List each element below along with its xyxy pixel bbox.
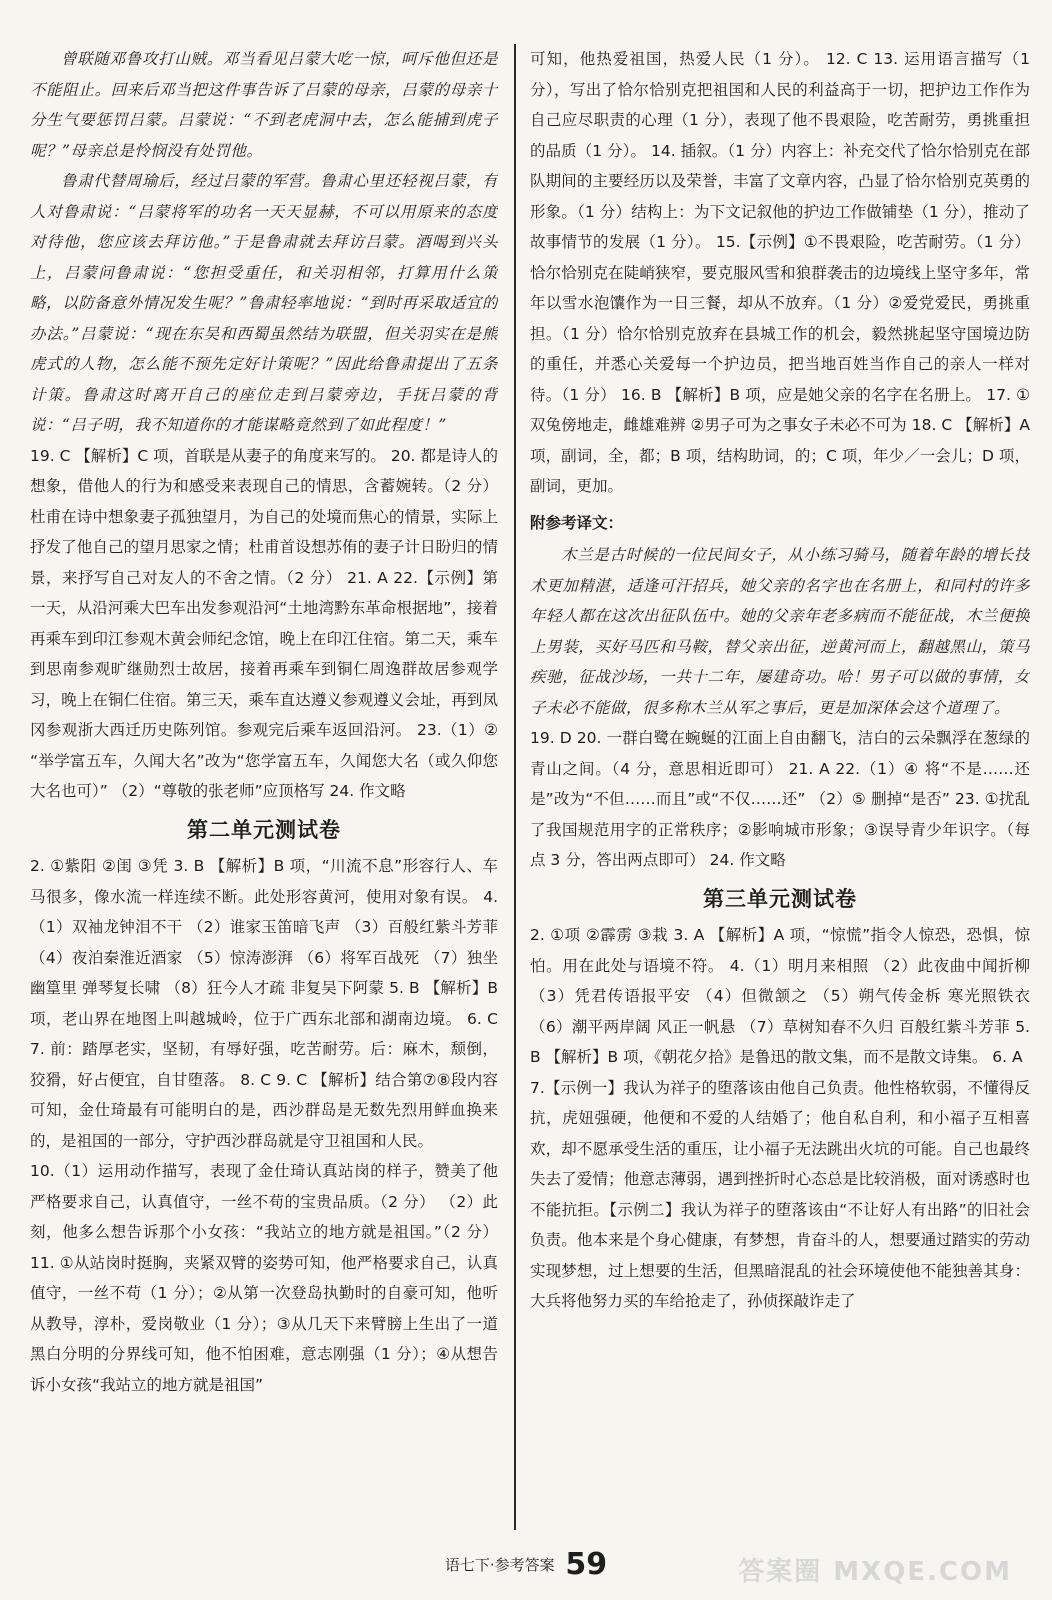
answers-unit2-part4: 19. D 20. 一群白鹭在蜿蜒的江面上自由翻飞，洁白的云朵飘浮在葱绿的青山之间。（4 分，意思相近即可） 21. A 22.（1）④ 将“不是……还是”改为“不但……而且”或“不仅……还” （2）⑤ 删掉“是否” 23. ①扰乱了我国规范用字的正常秩序；②影响城市形象；③误导青少年识字。（每点 3 分，答出两点即可） 24. 作文略 xyxy=(530,729,1030,869)
story-paragraph-2: 鲁肃代替周瑜后，经过吕蒙的军营。鲁肃心里还轻视吕蒙，有人对鲁肃说：“吕蒙将军的功名一天天显赫，不可以用原来的态度对待他，您应该去拜访他。”于是鲁肃就去拜访吕蒙。酒喝到兴头上，吕蒙问鲁肃说：“您担受重任，和关羽相邻，打算用什么策略，以防备意外情况发生呢？”鲁肃轻率地说：“到时再采取适宜的办法。”吕蒙说：“现在东吴和西蜀虽然结为联盟，但关羽实在是熊虎式的人物，怎么能不预先定好计策呢？”因此给鲁肃提出了五条计策。鲁肃这时离开自己的座位走到吕蒙旁边，手抚吕蒙的背说：“吕子明，我不知道你的才能谋略竟然到了如此程度！” xyxy=(30,172,498,434)
story-paragraph-1: 曾联随邓鲁攻打山贼。邓当看见吕蒙大吃一惊，呵斥他但还是不能阻止。回来后邓当把这件事告诉了吕蒙的母亲，吕蒙的母亲十分生气要惩罚吕蒙。吕蒙说：“不到老虎洞中去，怎么能捕到虎子呢？”母亲总是怜悯没有处罚他。 xyxy=(30,50,498,160)
answers-unit2-part1: 2. ①紫阳 ②闺 ③凭 3. B 【解析】B 项，“川流不息”形容行人、车马很多，像水流一样连续不断。此处形容黄河，使用对象有误。 4.（1）双袖龙钟泪不干 （2）谁家玉笛暗飞声 （3）百般红紫斗芳菲 （4）夜泊秦淮近酒家 （5）惊涛澎湃 （6）将军百战死 （7）独坐幽篁里 弹琴复长啸 （8）狂今人才疏 非复吴下阿蒙 5. B 【解析】B 项，老山界在地图上叫越城岭，位于广西东北部和湖南边境。 6. C 7. 前：踏厚老实，坚韧，有辱好强，吃苦耐劳。后：麻木，颓倒，狡猾，好占便宜，自甘堕落。 8. C 9. C 【解析】结合第⑦⑧段内容可知，金仕琦最有可能明白的是，西沙群岛是无数先烈用鲜血换来的，是祖国的一部分，守护西沙群岛就是守卫祖国和人民。 xyxy=(30,857,498,1150)
left-column xyxy=(30,44,498,1530)
answers-unit1-part: 19. C 【解析】C 项，首联是从妻子的角度来写的。 20. 都是诗人的想象，借他人的行为和感受来表现自己的情思，含蓄婉转。（2 分）杜甫在诗中想象妻子孤独望月，为自己的处境而焦心的情景，实际上抒发了他自己的望月思家之情；杜甫首设想苏侑的妻子计日盼归的情景，来抒写自己对友人的不舍之情。（2 分） 21. A 22.【示例】第一天，从沿河乘大巴车出发参观沿河“土地湾黔东革命根据地”，接着再乘车到印江参观木黄会师纪念馆，晚上在印江住宿。第二天，乘车到思南参观旷继勋烈士故居，接着再乘车到铜仁周逸群故居参观学习，晚上在铜仁住宿。第三天，乘车直达遵义参观遵义会址，再到凤冈参观浙大西迁历史陈列馆。参观完后乘车返回沿河。 23.（1）② “举学富五车，久闻大名”改为“您学富五车，久闻您大名（或久仰您大名也可）” （2）“尊敬的张老师”应顶格写 24. 作文略 xyxy=(30,446,498,800)
section-title-unit2: 第二单元测试卷 xyxy=(187,817,341,842)
footer-label: 语七下·参考答案 xyxy=(444,1556,555,1574)
column-divider xyxy=(514,44,516,1530)
section-title-unit3: 第三单元测试卷 xyxy=(703,886,857,911)
answers-unit2-part3: 可知，他热爱祖国，热爱人民（1 分）。 12. C 13. 运用语言描写（1 分），写出了恰尔恰别克把祖国和人民的利益高于一切，把护边工作作为自己应尽职责的心理（1 分），表现了他不畏艰险，吃苦耐劳，勇挑重担的品质（1 分）。 14. 插叙。（1 分）内容上：补充交代了恰尔恰别克在部队期间的主要经历以及荣誉，丰富了文章内容，凸显了恰尔恰别克英勇的形象。（1 分）结构上：为下文记叙他的护边工作做铺垫（1 分），推动了故事情节的发展（1 分）。 15.【示例】①不畏艰险，吃苦耐劳。（1 分）恰尔恰别克在陡峭狭窄，要克服风雪和狼群袭击的边境线上坚守多年，常年以雪水泡馕作为一日三餐，却从不放弃。（1 分）②爱党爱民，勇挑重担。（1 分）恰尔恰别克放弃在县城工作的机会，毅然挑起坚守国境边防的重任，并悉心关爱每一个护边员，把当地百姓当作自己的亲人一样对待。（1 分） 16. B 【解析】B 项，应是她父亲的名字在名册上。 17. ①双兔傍地走，雌雄难辨 ②男子可为之事女子未必不可为 18. C 【解析】A 项，副词，全，都；B 项，结构助词，的；C 项，年少／一会儿；D 项，副词，更加。 xyxy=(530,50,1030,495)
right-column xyxy=(530,44,1030,1530)
reference-translation-heading: 附参考译文： xyxy=(530,513,624,532)
answers-unit2-part2: 10.（1）运用动作描写，表现了金仕琦认真站岗的样子，赞美了他严格要求自己，认真值守，一丝不苟的宝贵品质。（2 分） （2）此刻，他多么想告诉那个小女孩：“我站立的地方就是祖国。”（2 分） 11. ①从站岗时挺胸，夹紧双臂的姿势可知，他严格要求自己，认真值守，一丝不苟（1 分）；②从第一次登岛执勤时的自豪可知，他听从教导，淳朴，爱岗敬业（1 分）；③从几天下来臂膀上生出了一道黑白分明的分界线可知，他不怕困难，意志刚强（1 分）；④从想告诉小女孩“我站立的地方就是祖国” xyxy=(30,1162,498,1394)
page-number: 59 xyxy=(565,1547,608,1582)
answers-unit3-part2: 7.【示例一】我认为祥子的堕落该由他自己负责。他性格软弱，不懂得反抗，虎妞强硬，他便和不爱的人结婚了；他自私自利，和小福子互相喜欢，却不愿承受生活的重压，让小福子无法跳出火坑的可能。自己也最终失去了爱情；他意志薄弱，遇到挫折时心态总是比较消极，面对诱惑时也不能抗拒。【示例二】我认为祥子的堕落该由“不让好人有出路”的旧社会负责。他本来是个身心健康，有梦想，肯奋斗的人，想要通过踏实的劳动实现梦想，过上想要的生活，但黑暗混乱的社会环境使他不能独善其身：大兵将他努力买的车给抢走了，孙侦探敲诈走了 xyxy=(530,1078,1030,1310)
reference-translation: 木兰是古时候的一位民间女子，从小练习骑马，随着年龄的增长技术更加精湛，适逢可汗招兵，她父亲的名字也在名册上，和同村的许多年轻人都在这次出征队伍中。她的父亲年老多病而不能征战，木兰便换上男装，买好马匹和马鞍，替父亲出征，逆黄河而上，翻越黑山，策马疾驰，征战沙场，一共十二年，屡建奇功。哈！男子可以做的事情，女子未必不能做，很多称木兰从军之事后，更是加深体会这个道理了。 xyxy=(530,546,1030,717)
watermark-logo: 答案圈 MXQE.COM xyxy=(738,1557,1012,1587)
answers-unit3-part1: 2. ①项 ②霹雳 ③栽 3. A 【解析】A 项，“惊慌”指令人惊恐，恐惧，惊怕。用在此处与语境不符。 4.（1）明月来相照 （2）此夜曲中闻折柳 （3）凭君传语报平安 （4）但微颔之 （5）朔气传金柝 寒光照铁衣 （6）潮平两岸阔 风正一帆悬 （7）草树知春不久归 百般红紫斗芳菲 5. B 【解析】B 项，《朝花夕拾》是鲁迅的散文集，而不是散文诗集。 6. A xyxy=(530,926,1030,1066)
